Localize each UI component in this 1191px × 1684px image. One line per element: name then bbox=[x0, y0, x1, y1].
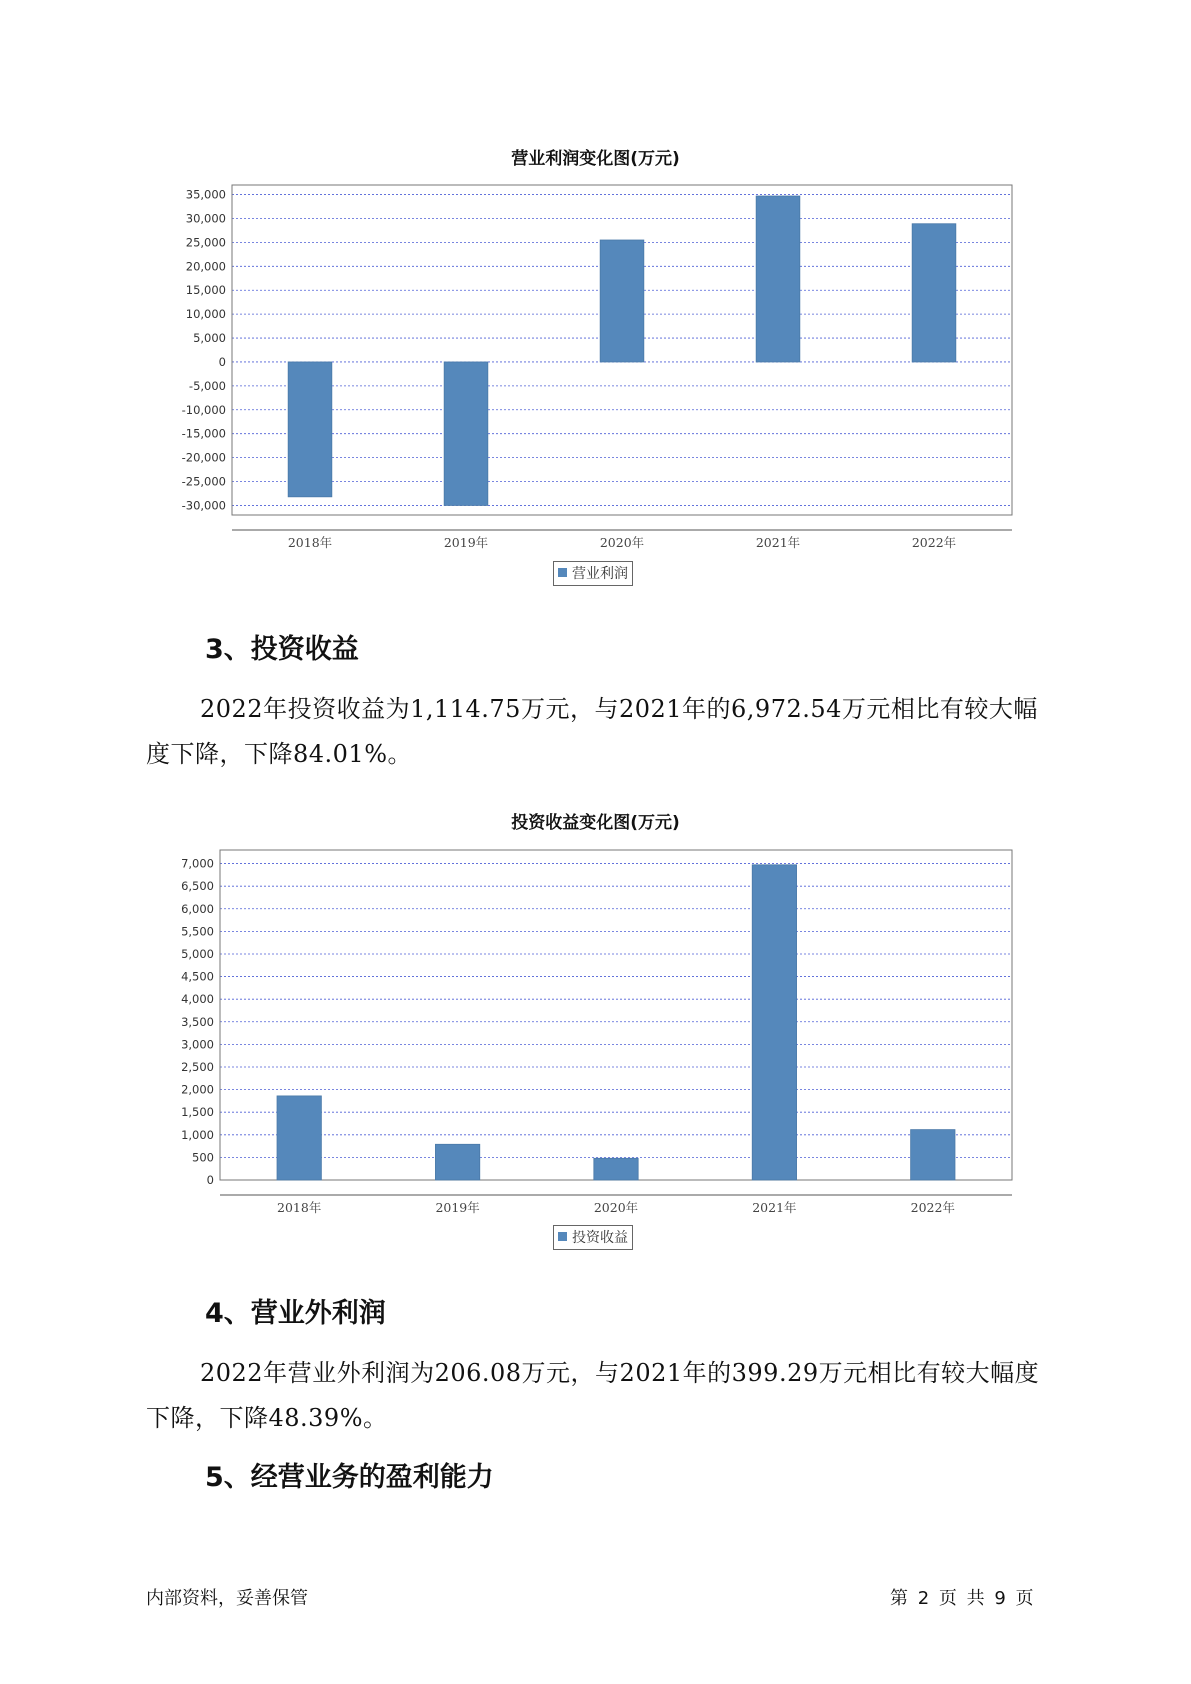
legend-swatch-icon bbox=[558, 568, 567, 577]
y-tick-label: 2,000 bbox=[181, 1082, 214, 1097]
y-tick-label: -30,000 bbox=[181, 498, 226, 513]
y-tick-label: -25,000 bbox=[181, 474, 226, 489]
chart-title-operating-profit: 营业利润变化图(万元) bbox=[511, 149, 680, 169]
y-tick-label: 30,000 bbox=[185, 211, 226, 226]
bar-0 bbox=[277, 1096, 321, 1180]
y-tick-label: 1,000 bbox=[181, 1127, 214, 1142]
x-tick-label: 2022年 bbox=[911, 535, 957, 550]
x-tick-label: 2018年 bbox=[277, 1200, 322, 1215]
y-tick-label: 25,000 bbox=[185, 235, 226, 250]
footer-confidential-note: 内部资料，妥善保管 bbox=[146, 1588, 308, 1609]
bar-0 bbox=[288, 362, 332, 497]
chart-legend-operating-profit bbox=[553, 561, 633, 586]
bar-1 bbox=[444, 362, 488, 505]
section-heading-operating-profitability: 5、经营业务的盈利能力 bbox=[205, 1462, 494, 1493]
x-tick-label: 2020年 bbox=[599, 535, 645, 550]
bar-3 bbox=[756, 196, 800, 362]
section-heading-non-operating-profit: 4、营业外利润 bbox=[205, 1298, 386, 1329]
legend-label: 投资收益 bbox=[572, 1230, 628, 1246]
legend-label: 营业利润 bbox=[572, 566, 628, 582]
x-tick-label: 2021年 bbox=[752, 1200, 797, 1215]
y-tick-label: 1,500 bbox=[181, 1105, 214, 1120]
x-tick-label: 2022年 bbox=[910, 1200, 955, 1215]
y-tick-label: 4,500 bbox=[181, 969, 214, 984]
y-tick-label: -10,000 bbox=[181, 402, 226, 417]
y-tick-label: -5,000 bbox=[188, 378, 226, 393]
y-tick-label: 20,000 bbox=[185, 259, 226, 274]
x-tick-label: 2019年 bbox=[443, 535, 489, 550]
chart-svg bbox=[0, 845, 1191, 1225]
footer-page-number: 第 2 页 共 9 页 bbox=[890, 1588, 1034, 1609]
y-tick-label: 6,000 bbox=[181, 901, 214, 916]
chart-operating-profit bbox=[0, 180, 1191, 560]
y-tick-label: -15,000 bbox=[181, 426, 226, 441]
y-tick-label: 6,500 bbox=[181, 879, 214, 894]
y-tick-label: 5,000 bbox=[193, 331, 226, 346]
y-tick-label: 0 bbox=[206, 1173, 214, 1187]
chart-investment-income bbox=[0, 845, 1191, 1225]
bar-4 bbox=[911, 1130, 955, 1180]
y-tick-label: 3,000 bbox=[181, 1037, 214, 1052]
bar-2 bbox=[594, 1158, 638, 1180]
bar-1 bbox=[435, 1144, 479, 1180]
x-tick-label: 2019年 bbox=[435, 1200, 480, 1215]
bar-4 bbox=[912, 224, 956, 362]
legend-swatch-icon bbox=[558, 1232, 567, 1241]
y-tick-label: 0 bbox=[218, 354, 226, 369]
y-tick-label: 7,000 bbox=[181, 856, 214, 871]
section-heading-investment-income: 3、投资收益 bbox=[205, 634, 359, 665]
bar-2 bbox=[600, 240, 644, 362]
plot-frame bbox=[220, 850, 1012, 1180]
chart-legend-investment-income bbox=[553, 1225, 633, 1250]
bar-3 bbox=[752, 865, 796, 1180]
chart-title-investment-income: 投资收益变化图(万元) bbox=[511, 813, 680, 833]
y-tick-label: 4,000 bbox=[181, 992, 214, 1007]
y-tick-label: 3,500 bbox=[181, 1014, 214, 1029]
y-tick-label: 500 bbox=[192, 1150, 214, 1165]
chart-svg bbox=[0, 180, 1191, 560]
y-tick-label: 5,000 bbox=[181, 946, 214, 961]
paragraph-non-operating-profit: 2022年营业外利润为206.08万元，与2021年的399.29万元相比有较大幅度下降，下降48.39%。 bbox=[146, 1359, 1040, 1432]
y-tick-label: 2,500 bbox=[181, 1059, 214, 1074]
y-tick-label: 5,500 bbox=[181, 924, 214, 939]
x-tick-label: 2018年 bbox=[287, 535, 333, 550]
y-tick-label: -20,000 bbox=[181, 450, 226, 465]
y-tick-label: 15,000 bbox=[185, 283, 226, 298]
paragraph-investment-income: 2022年投资收益为1,114.75万元，与2021年的6,972.54万元相比有较大幅度下降，下降84.01%。 bbox=[146, 695, 1038, 768]
y-tick-label: 10,000 bbox=[185, 307, 226, 322]
y-tick-label: 35,000 bbox=[185, 187, 226, 202]
x-tick-label: 2021年 bbox=[755, 535, 801, 550]
x-tick-label: 2020年 bbox=[593, 1200, 639, 1215]
